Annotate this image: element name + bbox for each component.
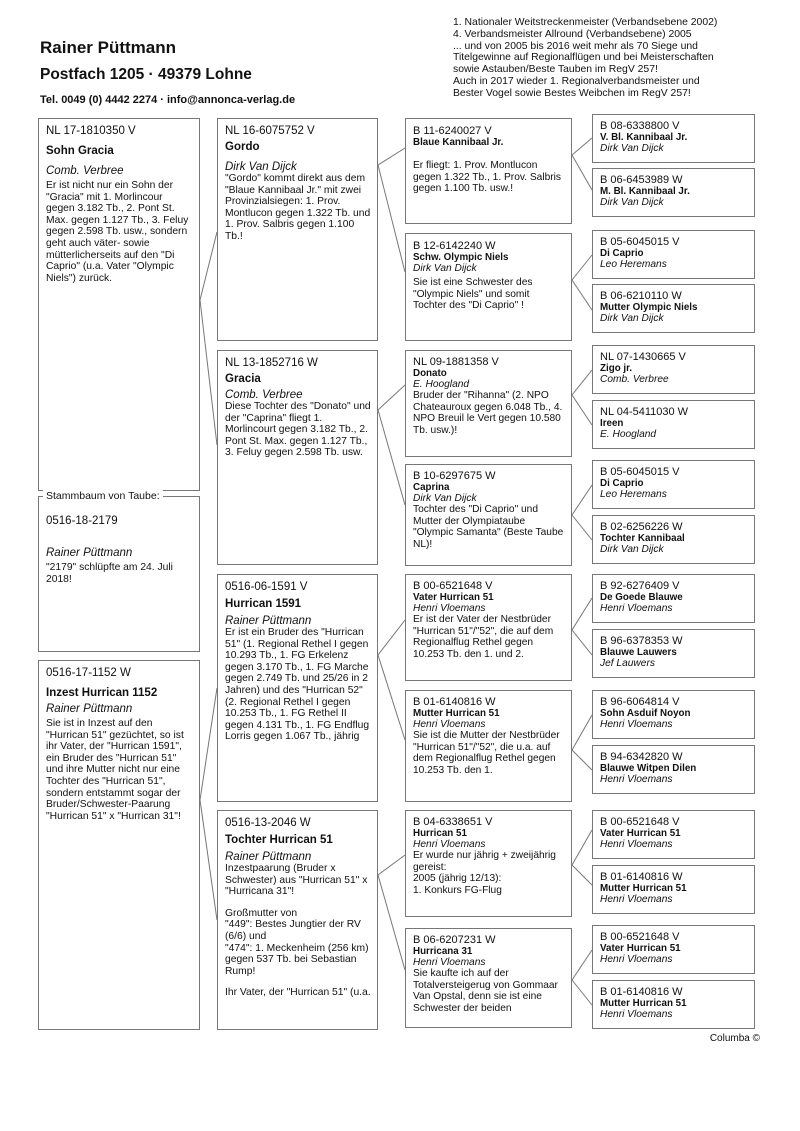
breeder: Henri Vloemans (600, 954, 673, 965)
pigeon-name: Di Caprio (600, 478, 644, 489)
breeder: Dirk Van Dijck (413, 493, 477, 504)
achievement-line: sowie Astauben/Beste Tauben im RegV 257! (453, 64, 658, 76)
ring-number: B 06-6453989 W (600, 174, 683, 186)
pigeon-name: Vater Hurrican 51 (600, 828, 681, 839)
ring-number: B 08-6338800 V (600, 120, 680, 132)
father-card (38, 118, 200, 491)
pigeon-name: V. Bl. Kannibaal Jr. (600, 132, 688, 143)
breeder: Dirk Van Dijck (413, 263, 477, 274)
ring-number: B 96-6064814 V (600, 696, 680, 708)
pigeon-name: Sohn Gracia (46, 145, 114, 157)
description: Er fliegt: 1. Prov. Montlucon gegen 1.322 Tb., 1. Prov. Salbris gegen 1.100 Tb. usw.! (413, 160, 561, 195)
achievement-line: Bester Vogel sowie Bestes Weibchen im RegV 257! (453, 87, 691, 99)
breeder: Comb. Verbree (225, 389, 303, 401)
gg-grandparent-card (592, 345, 755, 394)
description: "Gordo" kommt direkt aus dem "Blaue Kannibaal Jr." mit zwei Provinzialsiegen: 1. Prov. Montlucon gegen 1.322 Tb. und 1. Prov. Salbris gegen 1.100 Tb.! (225, 173, 371, 242)
ring-number: B 12-6142240 W (413, 240, 496, 252)
pigeon-name: De Goede Blauwe (600, 592, 683, 603)
pigeon-name: Donato (413, 368, 447, 379)
description: Er ist der Vater der Nestbrüder "Hurrican 51"/"52", die auf dem Regionalflug Rethel gegen 10.253 Tb. den 1. und 2. (413, 614, 554, 660)
achievement-line: 1. Nationaler Weitstreckenmeister (Verbandsebene 2002) (453, 17, 718, 28)
great-grandparent-card (405, 350, 572, 457)
breeder: Henri Vloemans (600, 839, 673, 850)
pigeon-name: Zigo jr. (600, 363, 633, 374)
great-grandparent-card (405, 928, 572, 1028)
description: Inzestpaarung (Bruder x Schwester) aus "Hurrican 51" x "Hurricana 31"! (225, 863, 368, 898)
breeder: E. Hoogland (600, 429, 657, 440)
pigeon-name: Gordo (225, 141, 260, 153)
ring-number: B 05-6045015 V (600, 236, 680, 248)
pigeon-name: Mutter Hurrican 51 (413, 708, 500, 719)
description: Sie ist in Inzest auf den "Hurrican 51" gezüchtet, so ist ihr Vater, der "Hurrican 1591", ein Bruder des "Hurrican 51" und ihre Mutter nicht nur eine Tochter des "Hurrican 51", sondern entstammt sogar der Bruder/Schwester-Paarung "Hurrican 51" x "Hurrican 31"! (46, 718, 184, 822)
breeder: E. Hoogland (413, 379, 470, 390)
pigeon-name: Blauwe Witpen Dilen (600, 763, 697, 774)
breeder: Jef Lauwers (600, 658, 655, 669)
breeder-address: Postfach 1205 · 49379 Lohne (40, 66, 252, 83)
ring-number: NL 13-1852716 W (225, 357, 318, 369)
breeder-name: Rainer Püttmann (40, 38, 177, 57)
gg-grandparent-card (592, 168, 755, 217)
description: Tochter des "Di Caprio" und Mutter der Olympiataube "Olympic Samanta" (Beste Taube NL)! (413, 504, 564, 550)
gg-grandparent-card (592, 284, 755, 333)
pigeon-name: Tochter Hurrican 51 (225, 834, 333, 846)
pigeon-name: Ireen (600, 418, 624, 429)
ring-number: 0516-06-1591 V (225, 581, 308, 593)
gg-grandparent-card (592, 980, 755, 1029)
breeder: Rainer Püttmann (225, 615, 312, 627)
grandparent-card (217, 350, 378, 565)
breeder: Comb. Verbree (46, 165, 124, 177)
grandparent-card (217, 810, 378, 1030)
description: Bruder der "Rihanna" (2. NPO Chateauroux gegen 6.048 Tb., 4. NPO Breuil le Vert gegen 10.580 Tb. usw.)! (413, 390, 563, 436)
pigeon-name: Blauwe Lauwers (600, 647, 677, 658)
breeder: Rainer Püttmann (46, 703, 133, 715)
pigeon-name: Caprina (413, 482, 450, 493)
grandparent-card (217, 118, 378, 341)
ring-number: 0516-13-2046 W (225, 817, 311, 829)
gg-grandparent-card (592, 629, 755, 678)
ring-number: NL 07-1430665 V (600, 351, 686, 363)
ring-number: 0516-17-1152 W (46, 667, 131, 679)
pigeon-name: Hurrican 1591 (225, 598, 302, 610)
description-extra: Großmutter von "449": Bestes Jungtier der RV (6/6) und "474": 1. Meckenheim (256 km) gegen 537 Tb. bei Sebastian Rump! (225, 907, 369, 977)
ring-number: B 01-6140816 W (413, 696, 496, 708)
gg-grandparent-card (592, 400, 755, 449)
great-grandparent-card (405, 810, 572, 917)
gg-grandparent-card (592, 925, 755, 974)
breeder: Henri Vloemans (413, 839, 486, 850)
breeder: Henri Vloemans (600, 719, 673, 730)
ring-number: B 00-6521648 V (413, 580, 493, 592)
breeder: Dirk Van Dijck (600, 197, 664, 208)
breeder: Henri Vloemans (600, 1009, 673, 1020)
description: Sie kaufte ich auf der Totalversteigerug von Gommaar Van Opstal, denn sie ist eine Schwester der beiden (413, 968, 558, 1014)
breeder: Dirk Van Dijck (600, 143, 664, 154)
description: Diese Tochter des "Donato" und der "Caprina" fliegt 1. Morlincourt gegen 3.182 Tb., 2. Pont St. Max. gegen 1.127 Tb., 3. Feluy gegen 2.598 Tb. usw. (225, 401, 371, 459)
description: Sie ist eine Schwester des "Olympic Niels" und somit Tochter des "Di Caprio" ! (413, 277, 533, 312)
grandparent-card (217, 574, 378, 802)
ring-number: B 94-6342820 W (600, 751, 683, 763)
pigeon-name: Mutter Olympic Niels (600, 302, 698, 313)
description: Er ist nicht nur ein Sohn der "Gracia" mit 1. Morlincour gegen 3.182 Tb., 2. Pont St. Max. gegen 1.127 Tb., 3. Feluy gegen 2.598 Tb. usw., sondern geht auch väter- sowie mütterlicherseits auf den "Di Caprio" (u.a. Vater "Olympic Niels") zurück. (46, 180, 189, 284)
description: Er wurde nur jährig + zweijährig gereist: 2005 (jährig 12/13): 1. Konkurs FG-Flug (413, 850, 556, 896)
breeder: Henri Vloemans (413, 957, 486, 968)
achievement-line: Auch in 2017 wieder 1. Regionalverbandsmeister und (453, 75, 700, 87)
ring-number: B 96-6378353 W (600, 635, 683, 647)
pigeon-name: Blaue Kannibaal Jr. (413, 137, 504, 148)
breeder: Leo Heremans (600, 259, 667, 270)
pigeon-name: Schw. Olympic Niels (413, 252, 509, 263)
ring-number: B 06-6207231 W (413, 934, 496, 946)
breeder: Dirk Van Dijck (600, 544, 664, 555)
ring-number: B 02-6256226 W (600, 521, 683, 533)
ring-number: B 11-6240027 V (413, 125, 492, 137)
breeder: Rainer Püttmann (225, 851, 312, 863)
ring-number: NL 16-6075752 V (225, 125, 315, 137)
subject-card (38, 496, 200, 652)
great-grandparent-card (405, 690, 572, 802)
pigeon-name: Inzest Hurrican 1152 (46, 687, 158, 699)
ring-number: B 00-6521648 V (600, 816, 680, 828)
description-extra: Ihr Vater, der "Hurrican 51" (u.a. (225, 987, 371, 999)
breeder: Henri Vloemans (413, 719, 486, 730)
breeder: Henri Vloemans (600, 894, 673, 905)
great-grandparent-card (405, 574, 572, 681)
pigeon-name: Mutter Hurrican 51 (600, 998, 687, 1009)
pigeon-name: Mutter Hurrican 51 (600, 883, 687, 894)
ring-number: NL 09-1881358 V (413, 356, 499, 368)
pigeon-name: Sohn Asduif Noyon (600, 708, 691, 719)
great-grandparent-card (405, 118, 572, 224)
ring-number: NL 17-1810350 V (46, 125, 136, 137)
breeder: Dirk Van Dijck (225, 161, 297, 173)
breeder: Leo Heremans (600, 489, 667, 500)
great-grandparent-card (405, 464, 572, 566)
gg-grandparent-card (592, 574, 755, 623)
breeder: Henri Vloemans (600, 774, 673, 785)
breeder: Rainer Püttmann (46, 547, 133, 559)
ring-number: NL 04-5411030 W (600, 406, 689, 418)
achievement-line: ... und von 2005 bis 2016 weit mehr als 70 Siege und (453, 40, 698, 52)
ring-number: B 00-6521648 V (600, 931, 680, 943)
breeder: Henri Vloemans (413, 603, 486, 614)
pigeon-name: M. Bl. Kannibaal Jr. (600, 186, 690, 197)
breeder: Comb. Verbree (600, 374, 669, 385)
gg-grandparent-card (592, 460, 755, 509)
description: Sie ist die Mutter der Nestbrüder "Hurrican 51"/"52", die u.a. auf dem Regionalflug Rethel gegen 10.253 Tb. den 1. (413, 730, 560, 776)
pigeon-name: Gracia (225, 373, 261, 385)
gg-grandparent-card (592, 745, 755, 794)
gg-grandparent-card (592, 810, 755, 859)
ring-number: B 04-6338651 V (413, 816, 493, 828)
pigeon-name: Hurrican 51 (413, 828, 467, 839)
ring-number: 0516-18-2179 (46, 515, 118, 527)
breeder-contact: Tel. 0049 (0) 4442 2274 · info@annonca-verlag.de (40, 94, 296, 106)
gg-grandparent-card (592, 230, 755, 279)
pigeon-name: Vater Hurrican 51 (600, 943, 681, 954)
mother-card (38, 660, 200, 1030)
footer-credit: Columba © (709, 1033, 760, 1044)
ring-number: B 06-6210110 W (600, 290, 682, 302)
stammbaum-label: Stammbaum von Taube: (43, 490, 163, 502)
achievement-line: Titelgewinne auf Regionalflügen und bei Meisterschaften (453, 52, 714, 64)
ring-number: B 92-6276409 V (600, 580, 680, 592)
gg-grandparent-card (592, 114, 755, 163)
ring-number: B 10-6297675 W (413, 470, 496, 482)
gg-grandparent-card (592, 515, 755, 564)
pigeon-name: Di Caprio (600, 248, 644, 259)
achievement-line: 4. Verbandsmeister Allround (Verbandsebene) 2005 (453, 28, 692, 40)
breeder: Dirk Van Dijck (600, 313, 664, 324)
ring-number: B 05-6045015 V (600, 466, 680, 478)
breeder: Henri Vloemans (600, 603, 673, 614)
gg-grandparent-card (592, 690, 755, 739)
ring-number: B 01-6140816 W (600, 871, 683, 883)
pigeon-name: Hurricana 31 (413, 946, 473, 957)
pigeon-name: Vater Hurrican 51 (413, 592, 494, 603)
pigeon-name: Tochter Kannibaal (600, 533, 685, 544)
description: Er ist ein Bruder des "Hurrican 51" (1. Regional Rethel I gegen 10.293 Tb., 1. FG Erkelenz gegen 3.170 Tb., 1. FG Marche gegen 2.749 Tb. und 25/26 in 2 Jahren) und des "Hurrican 52" (2. Regional Rethel I gegen 10.253 Tb., 1. FG Rethel II gegen 4.131 Tb., 1. FG Endflug Lorris gegen 1.067 Tb., jährig (225, 627, 370, 743)
ring-number: B 01-6140816 W (600, 986, 683, 998)
gg-grandparent-card (592, 865, 755, 914)
great-grandparent-card (405, 233, 572, 341)
description: "2179" schlüpfte am 24. Juli 2018! (46, 562, 173, 585)
